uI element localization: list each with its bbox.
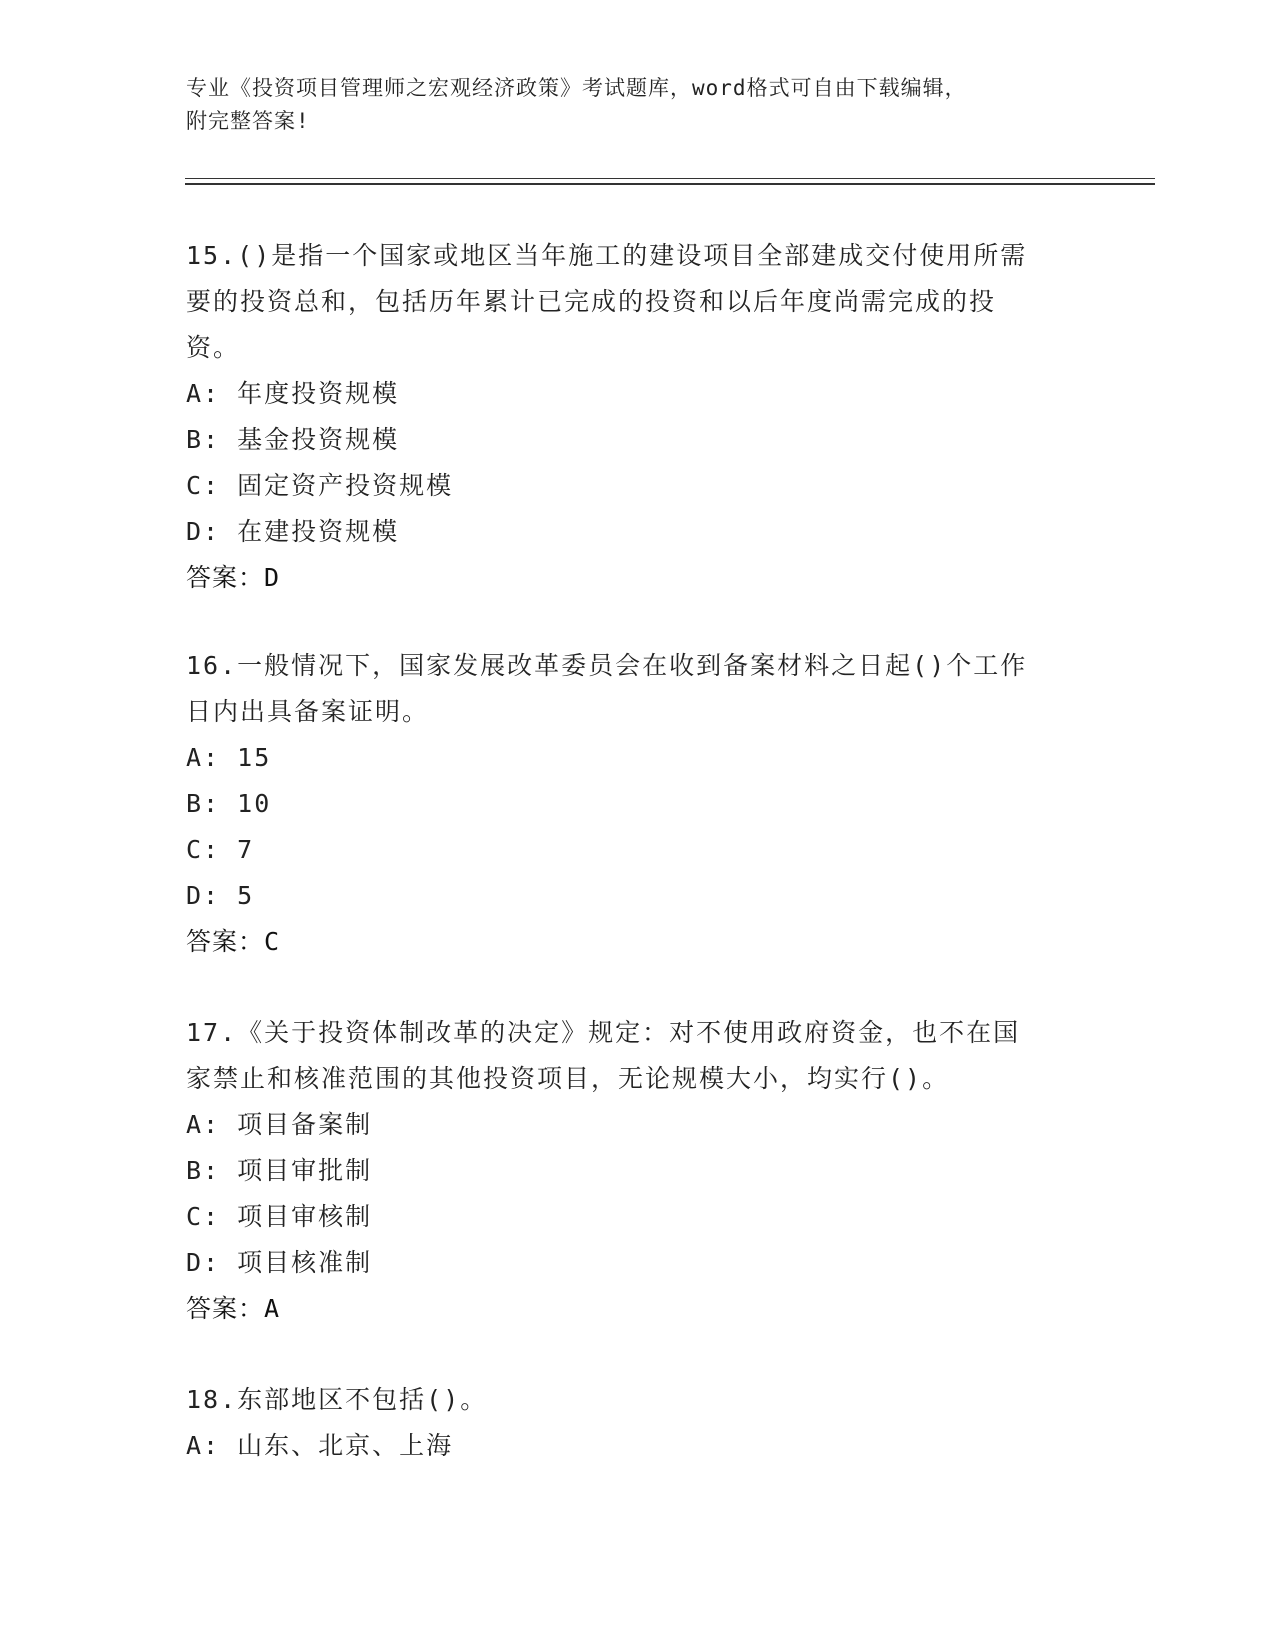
answer-value: A bbox=[264, 1294, 281, 1323]
answer-value: C bbox=[264, 927, 281, 956]
answer-label: 答案： bbox=[186, 563, 265, 592]
answer-value: D bbox=[264, 563, 281, 592]
question-stem bbox=[186, 233, 1086, 371]
answer bbox=[186, 555, 1086, 601]
stem-line: 17.《关于投资体制改革的决定》规定：对不使用政府资金，也不在国 bbox=[186, 1018, 1021, 1047]
answer bbox=[186, 919, 1086, 965]
option-a: A: 15 bbox=[186, 743, 272, 772]
option-d: D: 在建投资规模 bbox=[186, 517, 400, 546]
header-divider-thin bbox=[185, 178, 1155, 179]
stem-line: 日内出具备案证明。 bbox=[186, 697, 430, 726]
question-17 bbox=[186, 1010, 1086, 1332]
question-stem bbox=[186, 1377, 1086, 1423]
header-line-1: 专业《投资项目管理师之宏观经济政策》考试题库，word格式可自由下载编辑， bbox=[186, 76, 967, 100]
stem-line: 要的投资总和，包括历年累计已完成的投资和以后年度尚需完成的投 bbox=[186, 287, 997, 316]
question-15 bbox=[186, 233, 1086, 601]
option-b: B: 项目审批制 bbox=[186, 1156, 373, 1185]
answer-label: 答案： bbox=[186, 1294, 265, 1323]
answer-label: 答案： bbox=[186, 927, 265, 956]
option-c: C: 7 bbox=[186, 835, 255, 864]
option-b: B: 10 bbox=[186, 789, 272, 818]
question-stem bbox=[186, 1010, 1086, 1102]
option-c: C: 固定资产投资规模 bbox=[186, 471, 454, 500]
option-a: A: 山东、北京、上海 bbox=[186, 1431, 454, 1460]
document-header bbox=[186, 72, 1066, 138]
header-line-2: 附完整答案! bbox=[186, 109, 310, 133]
stem-line: 16.一般情况下，国家发展改革委员会在收到备案材料之日起()个工作 bbox=[186, 651, 1028, 680]
stem-line: 15.()是指一个国家或地区当年施工的建设项目全部建成交付使用所需 bbox=[186, 241, 1028, 270]
answer bbox=[186, 1286, 1086, 1332]
stem-line: 资。 bbox=[186, 333, 241, 362]
question-stem bbox=[186, 643, 1086, 735]
option-a: A: 年度投资规模 bbox=[186, 379, 400, 408]
question-18 bbox=[186, 1377, 1086, 1469]
option-b: B: 基金投资规模 bbox=[186, 425, 400, 454]
question-16 bbox=[186, 643, 1086, 965]
option-d: D: 项目核准制 bbox=[186, 1248, 373, 1277]
option-c: C: 项目审核制 bbox=[186, 1202, 373, 1231]
option-a: A: 项目备案制 bbox=[186, 1110, 373, 1139]
header-divider-thick bbox=[185, 183, 1155, 185]
stem-line: 家禁止和核准范围的其他投资项目，无论规模大小，均实行()。 bbox=[186, 1064, 950, 1093]
stem-line: 18.东部地区不包括()。 bbox=[186, 1385, 488, 1414]
option-d: D: 5 bbox=[186, 881, 255, 910]
